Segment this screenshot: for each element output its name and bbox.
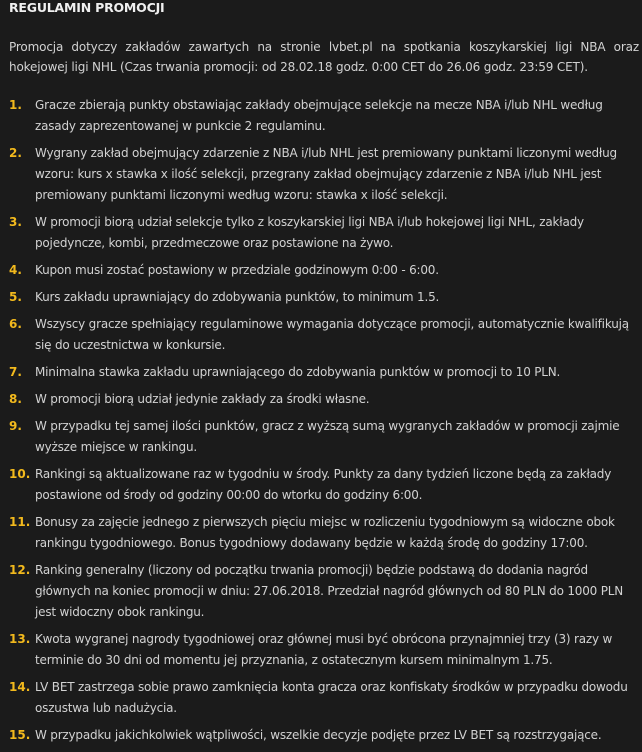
rule-number: 12.	[9, 563, 31, 577]
rule-text: W przypadku tej samej ilości punktów, gracz z wyższą sumą wygranych zakładów w promocji zajmie wyższe miejsce w rankingu.	[35, 419, 620, 454]
rule-number: 6.	[9, 317, 22, 331]
rule-text: Minimalna stawka zakładu uprawniającego do zdobywania punktów w promocji to 10 PLN.	[35, 365, 561, 379]
rule-text: W przypadku jakichkolwiek wątpliwości, wszelkie decyzje podjęte przez LV BET są rozstrzygające.	[35, 728, 602, 742]
page-title: REGULAMIN PROMOCJI	[9, 0, 165, 15]
rule-text: Wszyscy gracze spełniający regulaminowe wymagania dotyczące promocji, automatycznie kwalifikują się do uczestnictwa w konkursie.	[35, 317, 629, 352]
rule-number: 8.	[9, 392, 22, 406]
rule-text: Gracze zbierają punkty obstawiając zakłady obejmujące selekcje na mecze NBA i/lub NHL według zasady zaprezentowanej w punkcie 2 regulaminu.	[35, 98, 603, 133]
rule-item-10	[0, 464, 642, 506]
rule-text: W promocji biorą udział selekcje tylko z koszykarskiej ligi NBA i/lub hokejowej ligi NHL, zakłady pojedyncze, kombi, przedmeczowe oraz postawione na żywo.	[35, 215, 584, 250]
rule-number: 3.	[9, 215, 22, 229]
rule-item-1	[0, 95, 642, 137]
rule-text: W promocji biorą udział jedynie zakłady za środki własne.	[35, 392, 370, 406]
rule-item-13	[0, 629, 642, 671]
rule-number: 9.	[9, 419, 22, 433]
rule-item-9	[0, 416, 642, 458]
rule-item-2	[0, 143, 642, 206]
promotion-intro: Promocja dotyczy zakładów zawartych na stronie lvbet.pl na spotkania koszykarskiej ligi NBA oraz hokejowej ligi NHL (Czas trwania promocji: od 28.02.18 godz. 0:00 CET do 26.06 godz. 23:59 CET).	[9, 40, 639, 74]
rule-item-14	[0, 677, 642, 719]
rule-text: Bonusy za zajęcie jednego z pierwszych pięciu miejsc w rozliczeniu tygodniowym są widoczne obok rankingu tygodniowego. Bonus tygodniowy dodawany będzie w każdą środę do godziny 17:00.	[35, 515, 615, 550]
rule-item-12	[0, 560, 642, 623]
rule-text: Kupon musi zostać postawiony w przedziale godzinowym 0:00 - 6:00.	[35, 263, 439, 277]
rule-number: 14.	[9, 680, 31, 694]
rule-text: LV BET zastrzega sobie prawo zamknięcia konta gracza oraz konfiskaty środków w przypadku dowodu oszustwa lub nadużycia.	[35, 680, 628, 715]
rule-number: 1.	[9, 98, 22, 112]
rule-number: 15.	[9, 728, 31, 742]
rule-item-15	[0, 725, 642, 746]
rule-number: 2.	[9, 146, 22, 160]
rule-number: 7.	[9, 365, 22, 379]
rule-number: 10.	[9, 467, 31, 481]
rule-item-11	[0, 512, 642, 554]
rule-text: Rankingi są aktualizowane raz w tygodniu w środy. Punkty za dany tydzień liczone będą za zakłady postawione od środy od godziny 00:00 do wtorku do godziny 6:00.	[35, 467, 612, 502]
rule-number: 11.	[9, 515, 31, 529]
rule-item-7	[0, 362, 642, 383]
rule-item-8	[0, 389, 642, 410]
rules-list	[0, 95, 642, 752]
rule-text: Kurs zakładu uprawniający do zdobywania punktów, to minimum 1.5.	[35, 290, 440, 304]
rule-number: 5.	[9, 290, 22, 304]
rule-item-5	[0, 287, 642, 308]
rule-item-6	[0, 314, 642, 356]
rule-number: 4.	[9, 263, 22, 277]
rule-item-4	[0, 260, 642, 281]
rule-item-3	[0, 212, 642, 254]
rule-text: Ranking generalny (liczony od początku trwania promocji) będzie podstawą do dodania nagród głównych na koniec promocji w dniu: 27.06.2018. Przedział nagród głównych od 80 PLN do 1000 PLN jest widoczny obok rankingu.	[35, 563, 623, 619]
rule-text: Wygrany zakład obejmujący zdarzenie z NBA i/lub NHL jest premiowany punktami liczonymi według wzoru: kurs x stawka x ilość selekcji, przegrany zakład obejmujący zdarzenie z NBA i/lub NHL jest premiowany punktami liczonymi według wzoru: stawka x ilość selekcji.	[35, 146, 617, 202]
rule-text: Kwota wygranej nagrody tygodniowej oraz głównej musi być obrócona przynajmniej trzy (3) razy w terminie do 30 dni od momentu jej przyznania, z ostatecznym kursem minimalnym 1.75.	[35, 632, 613, 667]
rule-number: 13.	[9, 632, 31, 646]
